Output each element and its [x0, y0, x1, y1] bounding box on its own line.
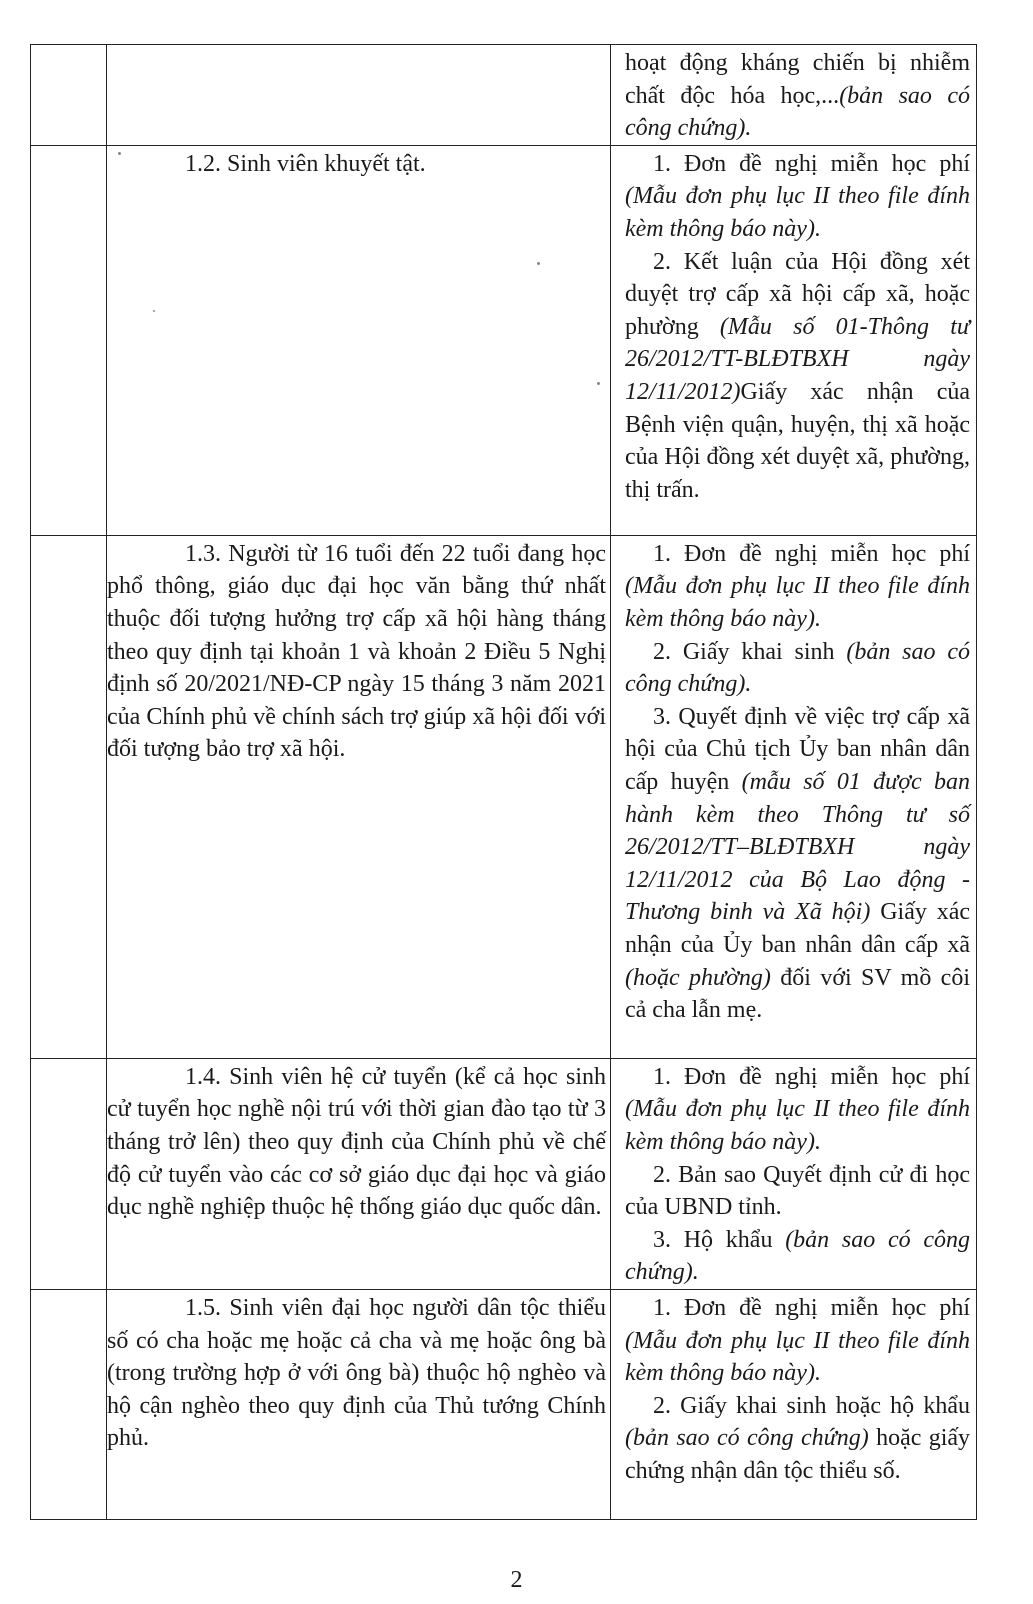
- document-item: 2. Bản sao Quyết định cử đi học của UBND tỉnh.: [625, 1161, 970, 1221]
- criterion-cell: [107, 535, 611, 1058]
- scan-speck: [597, 382, 600, 385]
- index-cell: [31, 45, 107, 146]
- scan-speck: [153, 310, 155, 312]
- index-cell: [31, 1289, 107, 1519]
- criterion-text: 1.5. Sinh viên đại học người dân tộc thiểu số có cha hoặc mẹ hoặc cả cha và mẹ hoặc ông bà (trong trường hợp ở với ông bà) thuộc hộ nghèo và hộ cận nghèo theo quy định của Thủ tướng Chính phủ.: [107, 1294, 606, 1452]
- criterion-cell: [107, 45, 611, 146]
- criterion-text: 1.2. Sinh viên khuyết tật.: [185, 150, 426, 177]
- scan-speck: [537, 262, 540, 265]
- criterion-cell: [107, 145, 611, 535]
- document-item: 2. Kết luận của Hội đồng xét duyệt trợ cấp xã hội cấp xã, hoặc phường (Mẫu số 01-Thông tư 26/2012/TT-BLĐTBXH ngày 12/11/2012)Giấy xác nhận của Bệnh viện quận, huyện, thị xã hoặc của Hội đồng xét duyệt xã, phường, thị trấn.: [625, 248, 970, 503]
- index-cell: [31, 1058, 107, 1289]
- document-item: 1. Đơn đề nghị miễn học phí (Mẫu đơn phụ lục II theo file đính kèm thông báo này).: [625, 540, 970, 632]
- requirements-table: [30, 44, 977, 1520]
- document-item: 2. Giấy khai sinh hoặc hộ khẩu (bản sao có công chứng) hoặc giấy chứng nhận dân tộc thiểu số.: [625, 1392, 971, 1484]
- criterion-text: 1.4. Sinh viên hệ cử tuyển (kể cả học sinh cử tuyển học nghề nội trú với thời gian đào tạo từ 3 tháng trở lên) theo quy định của Chính phủ về chế độ cử tuyển vào các cơ sở giáo dục đại học và giáo dục nghề nghiệp thuộc hệ thống giáo dục quốc dân.: [107, 1063, 606, 1221]
- documents-cell: [611, 145, 977, 535]
- document-item: 3. Quyết định về việc trợ cấp xã hội của Chủ tịch Ủy ban nhân dân cấp huyện (mẫu số 01 được ban hành kèm theo Thông tư số 26/2012/TT–BLĐTBXH ngày 12/11/2012 của Bộ Lao động - Thương binh và Xã hội) Giấy xác nhận của Ủy ban nhân dân cấp xã (hoặc phường) đối với SV mồ côi cả cha lẫn mẹ.: [625, 703, 971, 1024]
- index-cell: [31, 535, 107, 1058]
- scan-speck: [118, 152, 121, 155]
- document-item: 3. Hộ khẩu (bản sao có công chứng).: [625, 1226, 971, 1286]
- table-row: [31, 145, 977, 535]
- document-item: hoạt động kháng chiến bị nhiễm chất độc hóa học,...(bản sao có công chứng).: [625, 50, 971, 142]
- table-row: [31, 45, 977, 146]
- criterion-cell: [107, 1289, 611, 1519]
- table-row: [31, 535, 977, 1058]
- documents-cell: [611, 535, 977, 1058]
- table-row: [31, 1058, 977, 1289]
- document-item: 1. Đơn đề nghị miễn học phí (Mẫu đơn phụ lục II theo file đính kèm thông báo này).: [625, 150, 970, 242]
- documents-cell: [611, 45, 977, 146]
- documents-cell: [611, 1058, 977, 1289]
- document-item: 1. Đơn đề nghị miễn học phí (Mẫu đơn phụ lục II theo file đính kèm thông báo này).: [625, 1294, 970, 1387]
- documents-cell: [611, 1289, 977, 1519]
- document-item: 1. Đơn đề nghị miễn học phí (Mẫu đơn phụ lục II theo file đính kèm thông báo này).: [625, 1063, 970, 1155]
- table-row: [31, 1289, 977, 1519]
- index-cell: [31, 145, 107, 535]
- page-number: 2: [510, 1567, 523, 1593]
- document-item: 2. Giấy khai sinh (bản sao có công chứng).: [625, 638, 971, 698]
- criterion-cell: [107, 1058, 611, 1289]
- criterion-text: 1.3. Người từ 16 tuổi đến 22 tuổi đang học phổ thông, giáo dục đại học văn bằng thứ nhất thuộc đối tượng hưởng trợ cấp xã hội hàng tháng theo quy định tại khoản 1 và khoản 2 Điều 5 Nghị định số 20/2021/NĐ-CP ngày 15 tháng 3 năm 2021 của Chính phủ về chính sách trợ giúp xã hội đối với đối tượng bảo trợ xã hội.: [107, 540, 606, 763]
